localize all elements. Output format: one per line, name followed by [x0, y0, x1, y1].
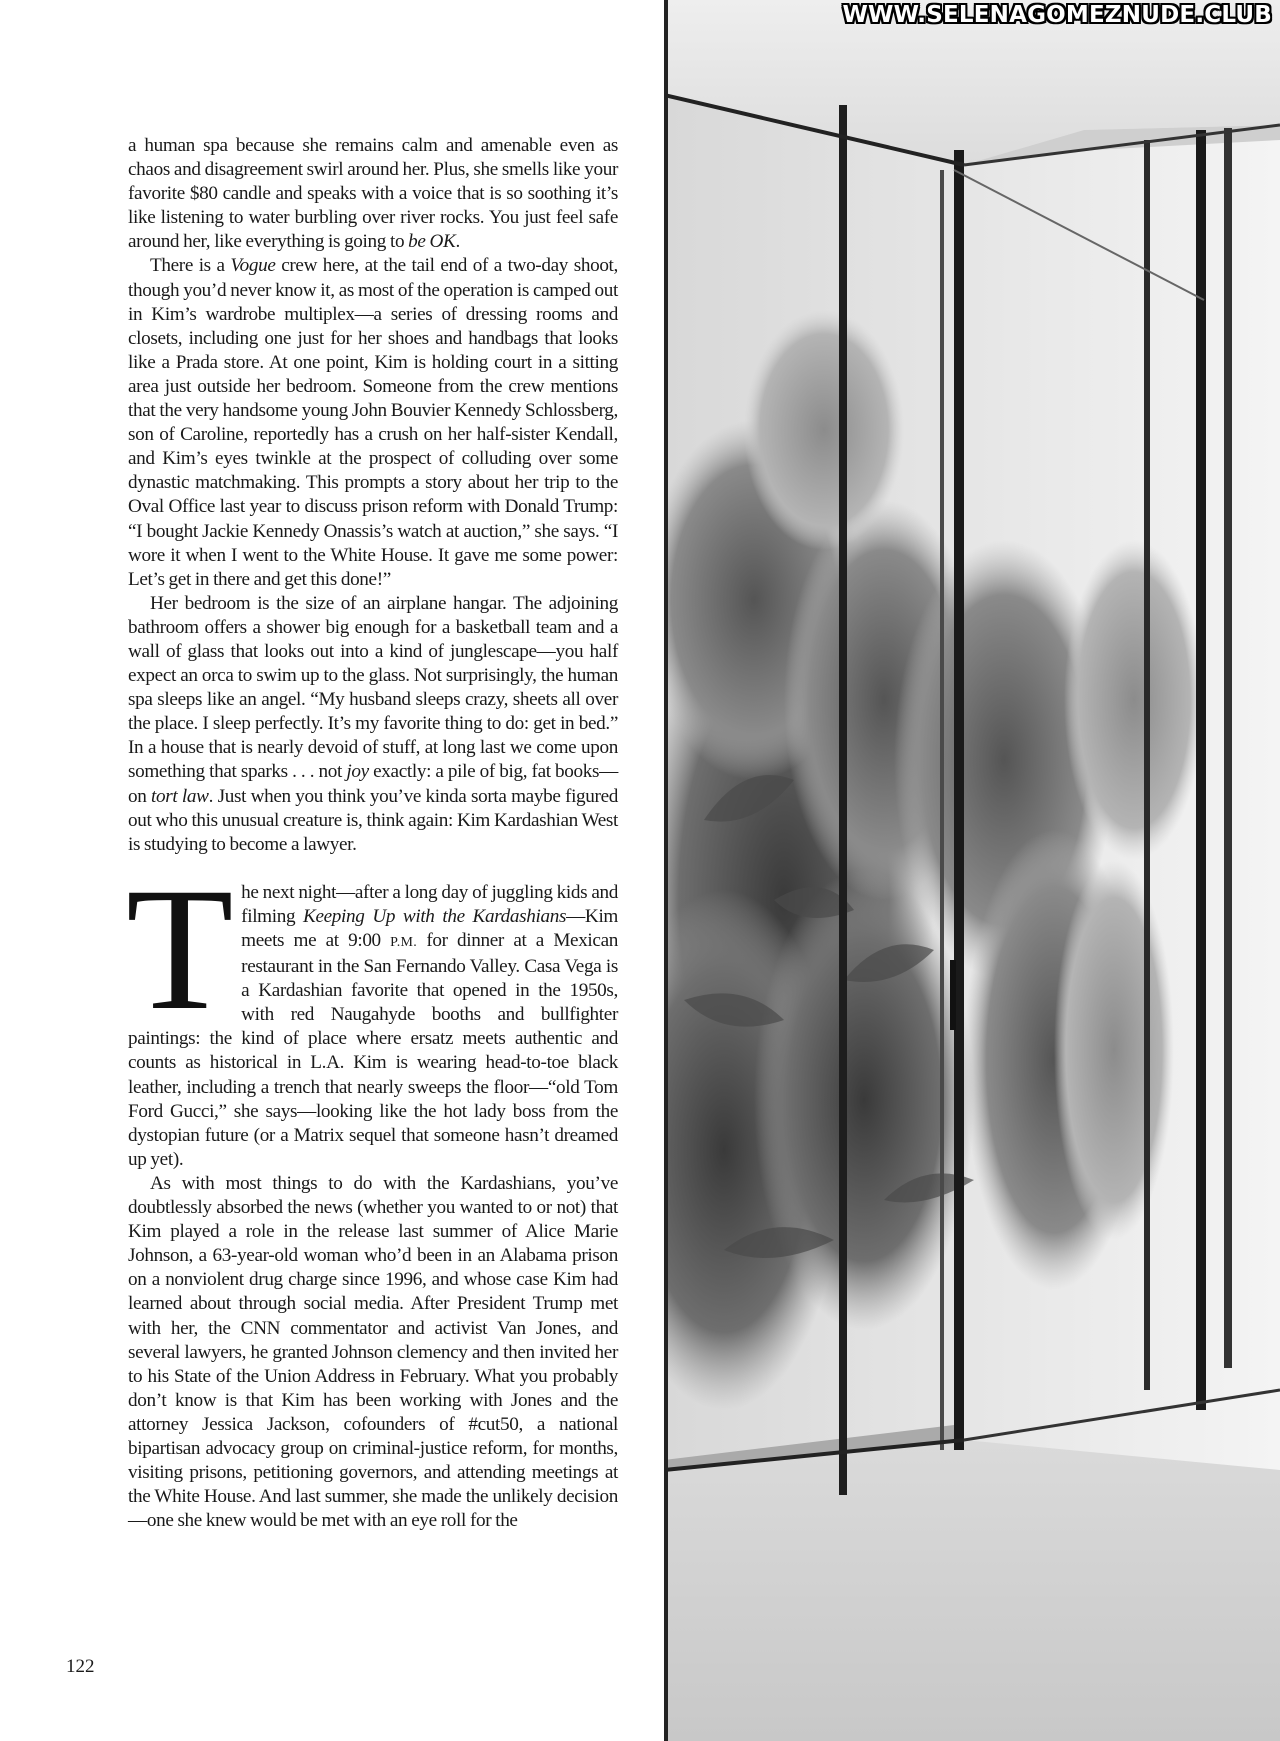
drop-cap: T	[126, 851, 234, 1047]
show-title: Keeping Up with the Kardashians	[303, 905, 567, 927]
article-paragraph-5: As with most things to do with the Kardashians, you’ve doubtlessly absorbed the news (whether you wanted to or not) that Kim played a role in the release last summer of Alice Marie Johnson, a 63-year-old woman who’d been in an Alabama prison on a nonviolent drug charge since 1996, and whose case Kim had learned about through social media. After President Trump met with her, the CNN commentator and activist Van Jones, and several lawyers, he granted Johnson clemency and then invited her to his State of the Union Address in February. What you probably don’t know is that Kim has been working with Jones and the attorney Jessica Jackson, cofounders of #cut50, a national bipartisan advocacy group on criminal-justice reform, for months, visiting prisons, petitioning governors, and attending meetings at the White House. And last summer, she made the unlikely decision—one she knew would be met with an eye roll for the	[128, 1172, 618, 1532]
magazine-name: Vogue	[230, 255, 276, 277]
emphasis-text: joy	[346, 761, 369, 783]
article-paragraph-4: The next night—after a long day of juggling kids and filming Keeping Up with the Kardashians—Kim meets me at 9:00 P.M. for dinner at a Mexican restaurant in the San Fernando Valley. Casa Vega is a Kardashian favorite that opened in the 1950s, with red Naugahyde booths and bullfighter paintings: the kind of place where ersatz meets authentic and counts as historical in L.A. Kim is wearing head-to-toe black leather, including a trench that nearly sweeps the floor—“old Tom Ford Gucci,” she says—looking like the hot lady boss from the dystopian future (or a Matrix sequel that someone hasn’t dreamed up yet).	[126, 851, 618, 1170]
article-paragraph-3: Her bedroom is the size of an airplane hangar. The adjoining bathroom offers a shower big enough for a basketball team and a wall of glass that looks out into a kind of junglescape—you half expect an orca to swim up to the glass. Not surprisingly, the human spa sleeps like an angel. “My husband sleeps crazy, sheets all over the place. I sleep perfectly. It’s my favorite thing to do: get in bed.” In a house that is nearly devoid of stuff, at long last we come upon something that sparks . . . not joy exactly: a pile of big, fat books—on tort law. Just when you think you’ve kinda sorta maybe figured out who this unusual creature is, think again: Kim Kardashian West is studying to become a lawyer.	[128, 592, 618, 855]
emphasis-text: be OK	[408, 231, 456, 253]
emphasis-text: tort law	[151, 785, 209, 807]
article-paragraph-2: There is a Vogue crew here, at the tail end of a two-day shoot, though you’d never know it, as most of the operation is camped out in Kim’s wardrobe multiplex—a series of dressing rooms and closets, including one just for her shoes and handbags that looks like a Prada store. At one point, Kim is holding court in a sitting area just outside her bedroom. Someone from the crew mentions that the very handsome young John Bouvier Kennedy Schlossberg, son of Caroline, reportedly has a crush on her half-sister Kendall, and Kim’s eyes twinkle at the prospect of colluding over some dynastic matchmaking. This prompts a story about her trip to the Oval Office last year to discuss prison reform with Donald Trump: “I bought Jackie Kennedy Onassis’s watch at auction,” she says. “I wore it when I went to the White House. It gave me some power: Let’s get in there and get this done!”	[128, 255, 618, 590]
page-number: 122	[66, 1656, 95, 1677]
article-paragraph-1: a human spa because she remains calm and amenable even as chaos and disagreement swirl around her. Plus, she smells like your favorite $80 candle and speaks with a voice that is so soothing it’s like listening to water burbling over river rocks. You just feel safe around her, like everything is going to be OK.	[128, 135, 618, 253]
article-body	[128, 134, 618, 1533]
time-suffix: P.M.	[390, 935, 418, 950]
glass-wall-garden-image	[664, 0, 1280, 1741]
interior-photo	[664, 0, 1280, 1741]
watermark-text: WWW.SELENAGOMEZNUDE.CLUB	[842, 2, 1272, 28]
